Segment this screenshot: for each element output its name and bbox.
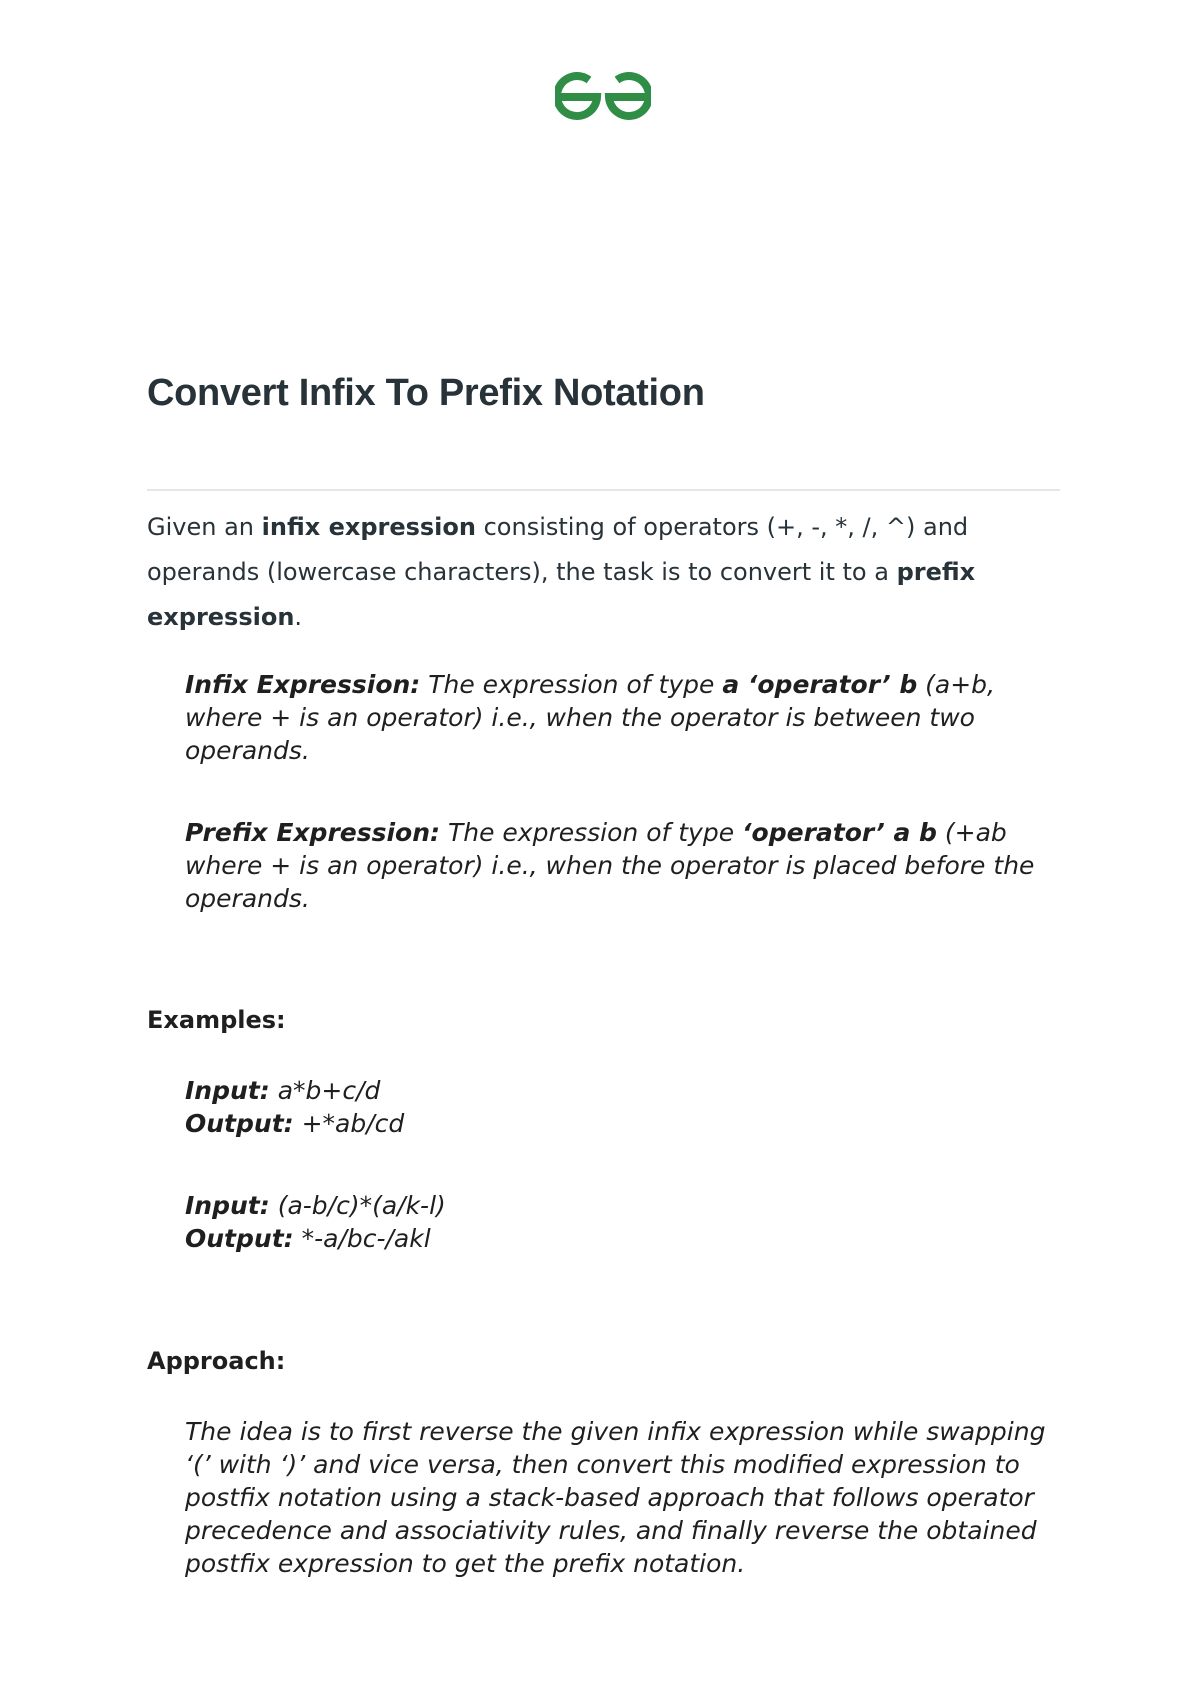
gfg-logo-icon (555, 68, 651, 122)
approach-text: The idea is to first reverse the given infix expression while swapping ‘(’ with ‘)’ and vice versa, then convert this modified expression to postfix notation using a stack-based approach that follows operator precedence and associativity rules, and finally reverse the obtained postfix expression to get the prefix notation. (185, 1417, 1046, 1578)
example-input-label: Input: (185, 1191, 270, 1220)
prefix-label: Prefix Expression: (185, 818, 441, 847)
intro-bold-infix: infix expression (261, 513, 476, 541)
infix-label: Infix Expression: (185, 670, 421, 699)
infix-definition: Infix Expression: The expression of type a ‘operator’ b (a+b, where + is an operator) i.e., when the operator is between two operands. (185, 670, 996, 765)
page-title: Convert Infix To Prefix Notation (147, 372, 705, 414)
prefix-definition: Prefix Expression: The expression of type ‘operator’ a b (+ab where + is an operator) i.e., when the operator is placed before the operands. (185, 818, 1035, 913)
example-output-label: Output: (185, 1109, 294, 1138)
example-input: (a-b/c)*(a/k-l) (269, 1191, 446, 1220)
example-2 (185, 1189, 1055, 1255)
example-output: *-a/bc-/akl (293, 1224, 431, 1253)
approach-heading: Approach: (147, 1347, 286, 1375)
intro-paragraph: Given an infix expression consisting of operators (+, -, *, /, ^) and operands (lowercase characters), the task is to convert it to a prefix expression. (147, 513, 976, 631)
example-1 (185, 1074, 1055, 1140)
examples-heading: Examples: (147, 1006, 286, 1034)
title-divider (147, 489, 1060, 491)
example-input-label: Input: (185, 1076, 270, 1105)
example-output: +*ab/cd (293, 1109, 405, 1138)
example-input: a*b+c/d (269, 1076, 381, 1105)
example-output-label: Output: (185, 1224, 294, 1253)
intro-bold-prefix: prefix expression (147, 558, 976, 631)
